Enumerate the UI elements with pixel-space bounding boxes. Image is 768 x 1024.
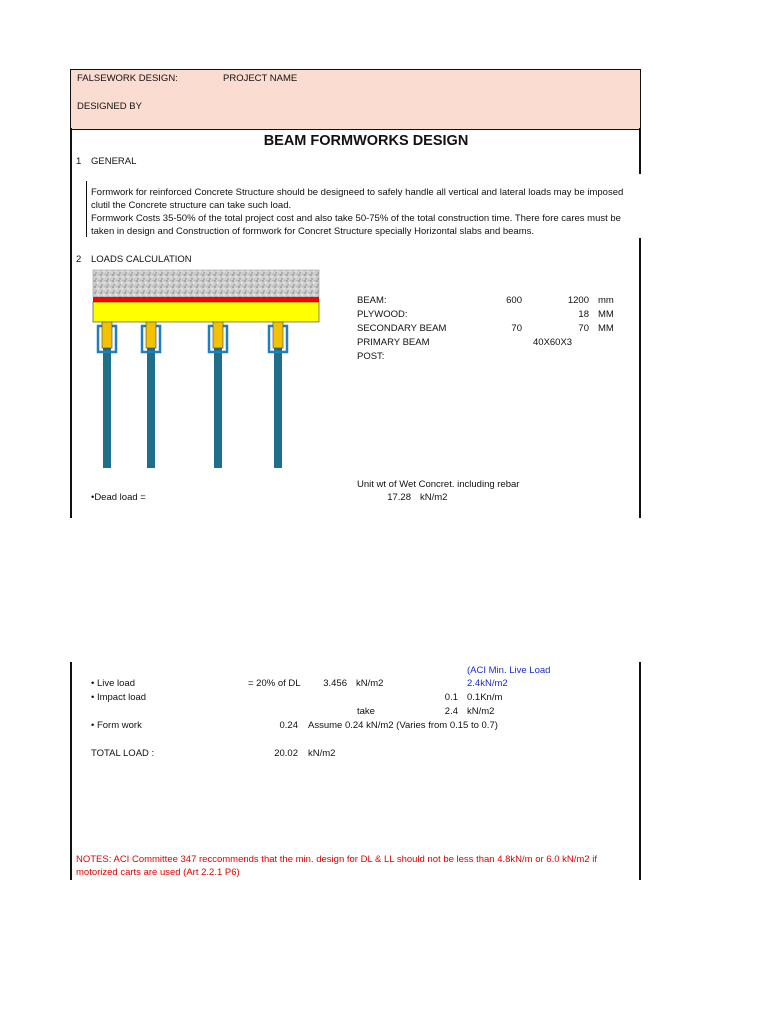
aci-note-line-2: 2.4kN/m2 bbox=[467, 678, 508, 689]
dead-load-unit: kN/m2 bbox=[420, 492, 448, 503]
secondary-beam-unit: MM bbox=[598, 323, 614, 334]
post-1 bbox=[98, 322, 116, 468]
formwork-diagram bbox=[88, 268, 324, 472]
plywood-value: 18 bbox=[578, 309, 589, 320]
live-load-percent: = 20% of DL bbox=[248, 678, 301, 689]
falsework-label: FALSEWORK DESIGN: bbox=[77, 73, 178, 84]
plywood-label: PLYWOOD: bbox=[357, 309, 408, 320]
general-paragraph-2: Formwork Costs 35-50% of the total project cost and also take 50-75% of the total construction time. There fore cares must be taken in design and Construction of formwork for Concret Structure specially Horizontal slabs and beams. bbox=[91, 213, 621, 237]
take-label: take bbox=[357, 706, 375, 717]
post-label: POST: bbox=[357, 351, 385, 362]
designed-by-label: DESIGNED BY bbox=[77, 101, 142, 112]
general-num: 1 bbox=[76, 156, 82, 167]
impact-load-unit: 0.1Kn/m bbox=[467, 692, 503, 703]
loads-heading: LOADS CALCULATION bbox=[91, 254, 192, 265]
left-border bbox=[70, 128, 72, 518]
left-border-2 bbox=[70, 662, 72, 880]
beam-yellow bbox=[93, 302, 319, 322]
post-4 bbox=[269, 322, 287, 468]
beam-label: BEAM: bbox=[357, 295, 387, 306]
form-work-note: Assume 0.24 kN/m2 (Varies from 0.15 to 0.7) bbox=[308, 720, 498, 731]
plywood-layer bbox=[93, 297, 319, 302]
dead-load-label: •Dead load = bbox=[91, 492, 146, 503]
beam-unit: mm bbox=[598, 295, 614, 306]
aci-note-line-1: (ACI Min. Live Load bbox=[467, 665, 551, 676]
form-work-value: 0.24 bbox=[279, 720, 298, 731]
general-heading: GENERAL bbox=[91, 156, 137, 167]
take-unit: kN/m2 bbox=[467, 706, 495, 717]
general-paragraph-1: Formwork for reinforced Concrete Structure should be designeed to safely handle all vertical and lateral loads may be imposed clutil the Concrete structure can take such load. bbox=[91, 187, 624, 211]
post-3 bbox=[209, 322, 227, 468]
live-load-label: • Live load bbox=[91, 678, 135, 689]
primary-beam-label: PRIMARY BEAM bbox=[357, 337, 430, 348]
unit-weight-note: Unit wt of Wet Concret. including rebar bbox=[357, 479, 520, 490]
secondary-beam-value-1: 70 bbox=[511, 323, 522, 334]
loads-num: 2 bbox=[76, 254, 82, 265]
impact-load-value: 0.1 bbox=[444, 692, 458, 703]
secondary-beam-value-2: 70 bbox=[578, 323, 589, 334]
live-load-unit: kN/m2 bbox=[356, 678, 384, 689]
header-box bbox=[70, 69, 641, 130]
secondary-beam-label: SECONDARY BEAM bbox=[357, 323, 447, 334]
form-work-label: • Form work bbox=[91, 720, 142, 731]
dead-load-value: 17.28 bbox=[387, 492, 411, 503]
notes-line-2: motorized carts are used (Art 2.2.1 P6) bbox=[76, 867, 240, 878]
total-load-label: TOTAL LOAD : bbox=[91, 748, 155, 759]
general-bar bbox=[86, 181, 87, 237]
beam-value-2: 1200 bbox=[567, 295, 589, 306]
plywood-unit: MM bbox=[598, 309, 614, 320]
project-name-label: PROJECT NAME bbox=[223, 73, 298, 84]
page-title: BEAM FORMWORKS DESIGN bbox=[263, 133, 469, 149]
take-value: 2.4 bbox=[444, 706, 458, 717]
beam-value-1: 600 bbox=[506, 295, 522, 306]
right-border-bottom bbox=[639, 238, 641, 518]
post-2 bbox=[142, 322, 160, 468]
total-load-value: 20.02 bbox=[274, 748, 298, 759]
concrete-slab bbox=[93, 270, 319, 297]
notes-line-1: NOTES: ACI Committee 347 reccommends that the min. design for DL & LL should not be less than 4.8kN/m or 6.0 kN/m2 if bbox=[76, 854, 597, 865]
total-load-unit: kN/m2 bbox=[308, 748, 336, 759]
right-border-2 bbox=[639, 662, 641, 880]
live-load-value: 3.456 bbox=[323, 678, 347, 689]
impact-load-label: • Impact load bbox=[91, 692, 147, 703]
primary-beam-value: 40X60X3 bbox=[533, 337, 573, 348]
